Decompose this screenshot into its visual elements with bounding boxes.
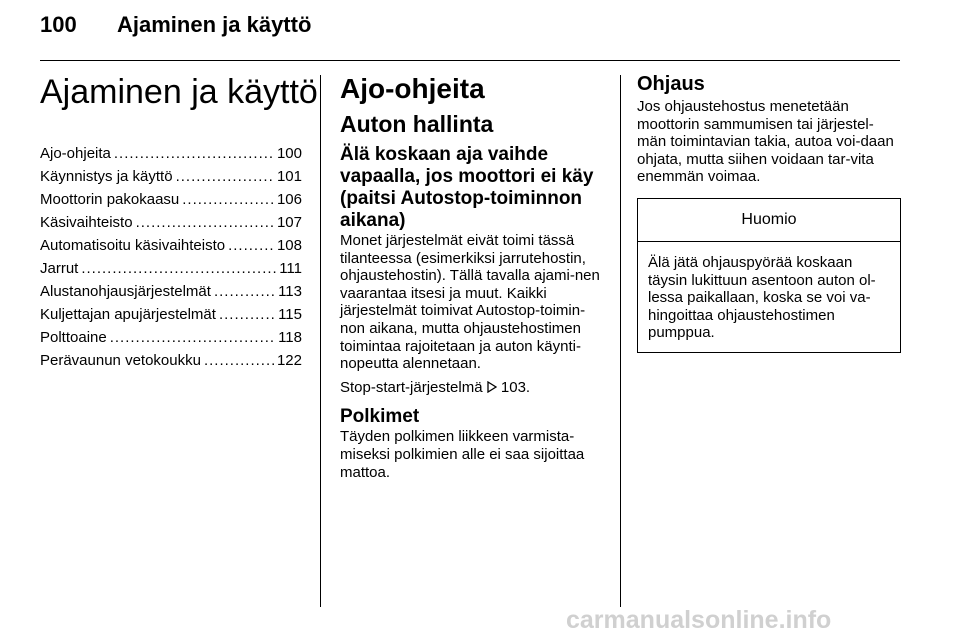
column-divider-left xyxy=(320,75,321,607)
pedals-heading: Polkimet xyxy=(340,406,420,428)
pedals-paragraph: Täyden polkimen liikkeen varmista-miseksi polkimien alle ei saa sijoittaa mattoa. xyxy=(340,428,585,481)
toc-page: 108 xyxy=(276,237,302,254)
section-subtitle: Auton hallinta xyxy=(340,111,494,137)
toc-page: 101 xyxy=(276,168,302,185)
toc-entry-pakokaasu[interactable] xyxy=(40,188,302,211)
toc-leader xyxy=(81,257,276,280)
driving-tips-column xyxy=(340,72,606,487)
warning-heading: Älä koskaan aja vaihde vapaalla, jos moottori ei käy (paitsi Autostop-toiminnon aikana) xyxy=(340,144,594,231)
toc-leader xyxy=(214,280,275,303)
header-rule xyxy=(40,60,900,61)
toc-label: Kuljettajan apujärjestelmät xyxy=(40,306,216,323)
watermark: carmanualsonline.info xyxy=(566,606,832,634)
toc-page: 115 xyxy=(278,306,302,323)
section-title: Ajo-ohjeita xyxy=(340,73,485,104)
page-reference-icon xyxy=(487,379,497,396)
page-number: 100 xyxy=(40,12,77,37)
toc-label: Jarrut xyxy=(40,260,79,277)
caution-title: Huomio xyxy=(638,199,900,242)
toc-leader xyxy=(110,326,275,349)
toc-page: 122 xyxy=(276,352,302,369)
toc-label: Alustanohjausjärjestelmät xyxy=(40,283,211,300)
cross-reference[interactable] xyxy=(340,379,606,397)
toc-entry-alustanohjaus[interactable] xyxy=(40,280,302,303)
toc-entry-ajo-ohjeita[interactable] xyxy=(40,142,302,165)
toc-entry-apujarjestelmat[interactable] xyxy=(40,303,302,326)
toc-label: Perävaunun vetokoukku xyxy=(40,352,201,369)
table-of-contents xyxy=(40,142,302,372)
steering-heading: Ohjaus xyxy=(637,73,705,95)
toc-page: 107 xyxy=(276,214,302,231)
toc-entry-jarrut[interactable] xyxy=(40,257,302,280)
chapter-title: Ajaminen ja käyttö xyxy=(40,73,318,111)
caution-box xyxy=(637,198,901,353)
toc-leader xyxy=(136,211,274,234)
column-divider-right xyxy=(620,75,621,607)
toc-entry-automatisoitu[interactable] xyxy=(40,234,302,257)
toc-page: 111 xyxy=(279,260,302,277)
toc-entry-kasivaihteisto[interactable] xyxy=(40,211,302,234)
toc-entry-vetokoukku[interactable] xyxy=(40,349,302,372)
toc-entry-kaynnistys[interactable] xyxy=(40,165,302,188)
warning-paragraph: Monet järjestelmät eivät toimi tässä tilanteessa (esimerkiksi jarrutehostin, ohjaustehostin). Tällä tavalla ajami-nen vaarantaa itsesi ja muut. Kaikki järjestelmät toimivat Autostop-toimin-non aikana, mutta ohjaustehostimen toimintaa rajoitetaan ja auton käynti-nopeutta alennetaan. xyxy=(340,232,600,373)
toc-entry-polttoaine[interactable] xyxy=(40,326,302,349)
toc-page: 100 xyxy=(276,145,302,162)
toc-leader xyxy=(114,142,274,165)
toc-leader xyxy=(219,303,275,326)
steering-column xyxy=(637,72,902,353)
cross-reference-page: 103. xyxy=(500,378,531,396)
toc-label: Automatisoitu käsivaihteisto xyxy=(40,237,226,254)
toc-page: 118 xyxy=(278,329,302,346)
running-title: Ajaminen ja käyttö xyxy=(117,12,312,37)
steering-paragraph: Jos ohjaustehostus menetetään moottorin sammumisen tai järjestel-män toimintavian takia, autoa voi-daan ohjata, mutta siihen voidaan tar-vita enemmän voimaa. xyxy=(637,98,894,186)
toc-leader xyxy=(228,234,274,257)
toc-leader xyxy=(182,188,274,211)
toc-label: Ajo-ohjeita xyxy=(40,145,111,162)
toc-page: 106 xyxy=(276,191,302,208)
toc-leader xyxy=(204,349,274,372)
toc-column xyxy=(40,72,318,372)
toc-label: Moottorin pakokaasu xyxy=(40,191,180,208)
cross-reference-text: Stop-start-järjestelmä xyxy=(340,378,483,396)
toc-page: 113 xyxy=(278,283,302,300)
caution-text: Älä jätä ohjauspyörää koskaan täysin lukittuun asentoon auton ol-lessa paikallaan, koska se voi va-hingoittaa ohjaustehostimen pumppua. xyxy=(648,253,876,342)
toc-leader xyxy=(176,165,274,188)
toc-label: Polttoaine xyxy=(40,329,107,346)
toc-label: Käsivaihteisto xyxy=(40,214,133,231)
toc-label: Käynnistys ja käyttö xyxy=(40,168,173,185)
